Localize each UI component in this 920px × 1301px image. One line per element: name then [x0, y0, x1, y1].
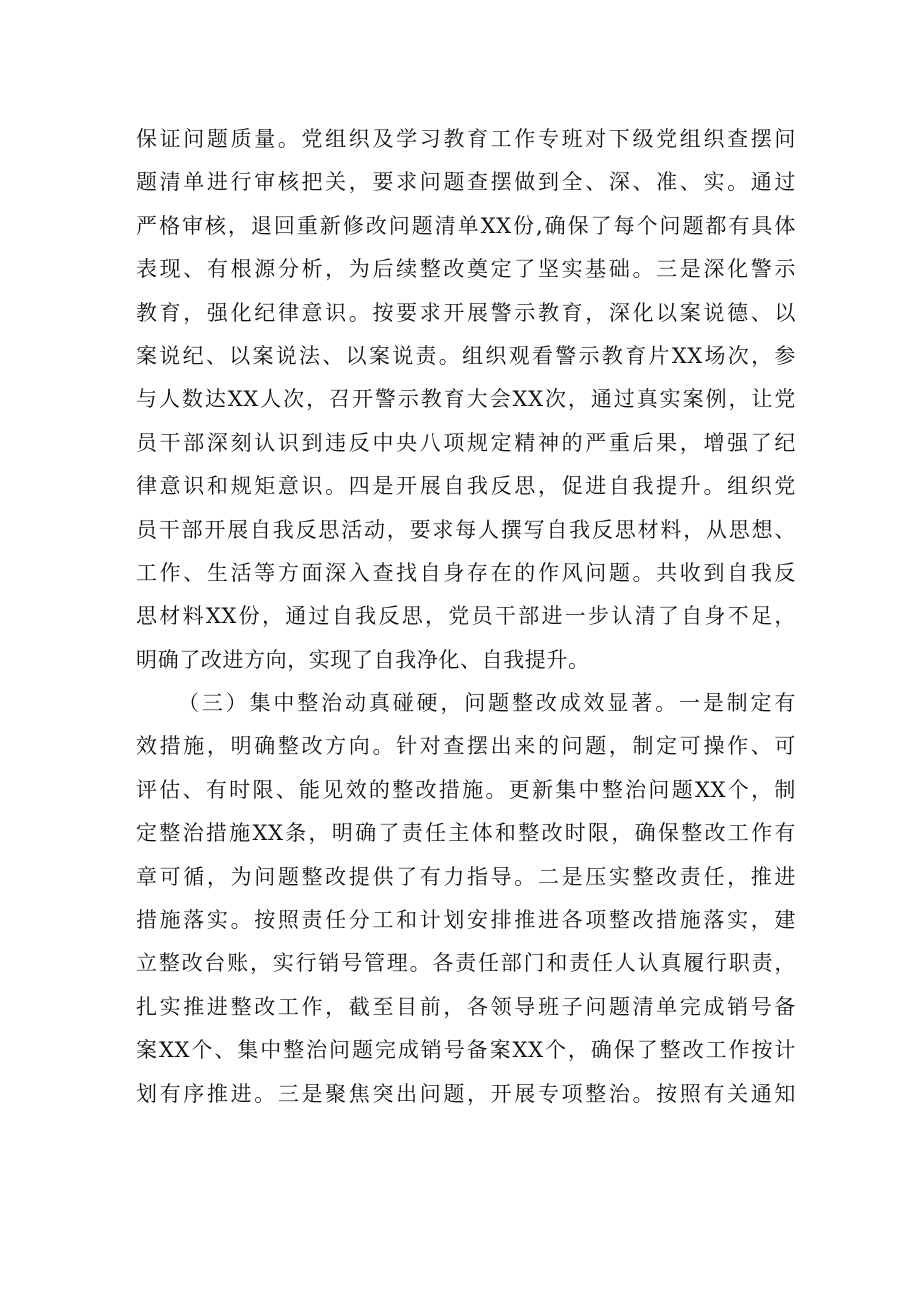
text-line: 定整治措施XX条，明确了责任主体和整改时限，确保整改工作有: [136, 821, 796, 846]
text-line: 划有序推进。三是聚焦突出问题，开展专项整治。按照有关通知: [136, 1081, 796, 1106]
text-line: 扎实推进整改工作，截至目前，各领导班子问题清单完成销号备: [136, 994, 796, 1019]
text-line: 措施落实。按照责任分工和计划安排推进各项整改措施落实，建: [136, 908, 796, 933]
text-line: 严格审核，退回重新修改问题清单XX份,确保了每个问题都有具体: [136, 213, 796, 238]
text-line: 员干部深刻认识到违反中央八项规定精神的严重后果，增强了纪: [136, 430, 796, 455]
text-line: 案XX个、集中整治问题完成销号备案XX个，确保了整改工作按计: [136, 1038, 796, 1063]
text-line: 与人数达XX人次，召开警示教育大会XX次，通过真实案例，让党: [136, 387, 796, 412]
text-line: 思材料XX份，通过自我反思，党员干部进一步认清了自身不足，: [136, 604, 796, 629]
text-line: 工作、生活等方面深入查找自身存在的作风问题。共收到自我反: [136, 560, 796, 585]
text-line: 效措施，明确整改方向。针对查摆出来的问题，制定可操作、可: [136, 734, 796, 759]
text-line: 题清单进行审核把关，要求问题查摆做到全、深、准、实。通过: [136, 170, 796, 195]
paragraph-end-line: 明确了改进方向，实现了自我净化、自我提升。: [136, 647, 590, 672]
text-line: 教育，强化纪律意识。按要求开展警示教育，深化以案说德、以: [136, 300, 796, 325]
text-line: 章可循，为问题整改提供了有力指导。二是压实整改责任，推进: [136, 864, 796, 889]
text-line: 律意识和规矩意识。四是开展自我反思，促进自我提升。组织党: [136, 474, 796, 499]
body-text: [136, 118, 796, 1116]
text-line: 表现、有根源分析，为后续整改奠定了坚实基础。三是深化警示: [136, 257, 796, 282]
section-heading-line: （三）集中整治动真碰硬，问题整改成效显著。一是制定有: [178, 691, 796, 716]
text-line: 案说纪、以案说法、以案说责。组织观看警示教育片XX场次，参: [136, 343, 796, 368]
text-line: 评估、有时限、能见效的整改措施。更新集中整治问题XX个，制: [136, 777, 796, 802]
text-line: 员干部开展自我反思活动，要求每人撰写自我反思材料，从思想、: [136, 517, 796, 542]
text-line: 立整改台账，实行销号管理。各责任部门和责任人认真履行职责，: [136, 951, 796, 976]
text-line: 保证问题质量。党组织及学习教育工作专班对下级党组织查摆问: [136, 127, 796, 151]
